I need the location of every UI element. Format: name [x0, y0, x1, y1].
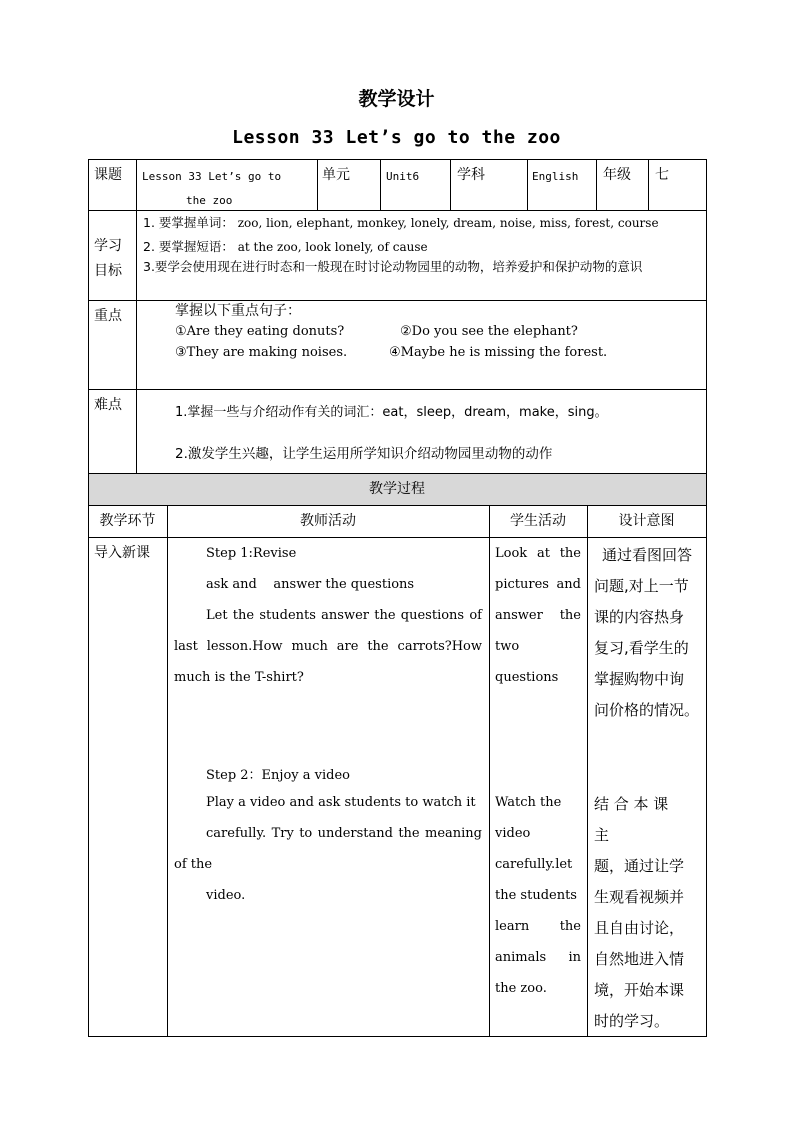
teacher-step1-line3: last lesson.How much are the carrots?How — [174, 639, 482, 654]
teacher-step2-line4: video. — [206, 888, 246, 903]
student-a2-line: learn the — [495, 919, 581, 934]
student-a1-line: pictures and — [495, 577, 581, 592]
teacher-step2-line3: of the — [174, 857, 213, 872]
teacher-step1: Step 1:Revise — [206, 546, 297, 561]
objective-item-1 — [143, 213, 659, 231]
course-label: 学科 — [457, 167, 485, 183]
key-sentence-2: ②Do you see the elephant? — [400, 324, 578, 339]
student-a1-line: Look at the — [495, 546, 581, 561]
student-a1-line: two — [495, 639, 520, 654]
document-title: 教学设计 — [358, 88, 435, 110]
design-p2-line: 境，开始本课 — [594, 981, 685, 999]
student-a2-line: Watch the — [495, 795, 562, 810]
design-p2-line: 时的学习。 — [594, 1012, 670, 1030]
design-p2-line: 自然地进入情 — [594, 950, 685, 968]
lesson-title: Lesson 33 Let’s go to the zoo — [232, 127, 561, 148]
student-a2-line: animals in — [495, 950, 581, 965]
difficulty-1: 1.掌握一些与介绍动作有关的词汇：eat，sleep，dream，make，sing。 — [175, 405, 608, 420]
subject-value-line1: Lesson 33 Let’s go to — [142, 170, 282, 183]
design-p2-line: 题，通过让学 — [594, 857, 685, 875]
teacher-step2-line2: carefully. Try to understand the meaning — [206, 826, 482, 841]
key-sentence-1: ①Are they eating donuts? — [175, 324, 345, 339]
objectives-label-1: 学习 — [94, 238, 122, 254]
design-p2-line: 生观看视频并 — [594, 888, 685, 906]
teacher-step2: Step 2：Enjoy a video — [206, 768, 350, 783]
difficulty-2: 2.激发学生兴趣，让学生运用所学知识介绍动物园里动物的动作 — [175, 446, 553, 462]
column-teacher: 教师活动 — [300, 513, 356, 529]
objective-item-2 — [143, 237, 428, 255]
key-points-label: 重点 — [94, 308, 122, 324]
subject-value-line2: the zoo — [186, 194, 233, 207]
teacher-step1-line2: Let the students answer the questions of — [206, 608, 482, 623]
design-p1-line: 掌握购物中询 — [594, 670, 685, 688]
design-p1-line: 问题,对上一节 — [594, 577, 689, 595]
grade-value: 七 — [655, 167, 669, 183]
key-sentence-4: ④Maybe he is missing the forest. — [389, 345, 608, 360]
design-p2-line: 且自由讨论， — [594, 919, 685, 937]
key-points-intro: 掌握以下重点句子： — [175, 303, 301, 319]
key-sentence-3: ③They are making noises. — [175, 345, 348, 360]
subject-label: 课题 — [94, 167, 122, 183]
design-p1-line: 通过看图回答 — [602, 546, 693, 564]
student-a2-line: carefully.let — [495, 857, 573, 872]
design-p1-line: 课的内容热身 — [594, 608, 685, 626]
design-p2-line: 主 — [594, 826, 610, 844]
student-a2-line: the zoo. — [495, 981, 547, 996]
column-design: 设计意图 — [618, 513, 675, 529]
teacher-step2-line1: Play a video and ask students to watch it — [206, 795, 476, 810]
student-a1-line: answer the — [495, 608, 581, 623]
objective-item-3: 3.要学会使用现在进行时态和一般现在时讨论动物园里的动物，培养爱护和保护动物的意识 — [143, 259, 643, 274]
teacher-step1-line1: ask and answer the questions — [206, 577, 415, 592]
student-a2-line: the students — [495, 888, 577, 903]
student-a1-line: questions — [495, 670, 559, 685]
course-value: English — [532, 170, 579, 183]
design-p1-line: 复习,看学生的 — [594, 639, 689, 657]
stage-name: 导入新课 — [94, 545, 150, 561]
student-a2-line: video — [495, 826, 531, 841]
objective-item-1-words: zoo, lion, elephant, monkey, lonely, dream, noise, miss, forest, course — [237, 216, 659, 230]
objectives-label-2: 目标 — [94, 263, 122, 279]
difficulties-label: 难点 — [94, 397, 122, 413]
grade-label: 年级 — [603, 167, 631, 183]
column-stage: 教学环节 — [99, 513, 156, 529]
unit-value: Unit6 — [386, 170, 420, 183]
teacher-step1-line4: much is the T-shirt? — [174, 670, 304, 685]
objective-item-1-prefix: 1. 要掌握单词： — [143, 215, 234, 230]
design-p1-line: 问价格的情况。 — [594, 701, 700, 719]
process-heading: 教学过程 — [369, 481, 425, 497]
objective-item-2-prefix: 2. 要掌握短语： — [143, 239, 234, 254]
objective-item-2-words: at the zoo, look lonely, of cause — [237, 240, 428, 254]
column-student: 学生活动 — [510, 513, 566, 529]
design-p2-line: 结 合 本 课 — [594, 795, 669, 813]
unit-label: 单元 — [322, 167, 350, 183]
